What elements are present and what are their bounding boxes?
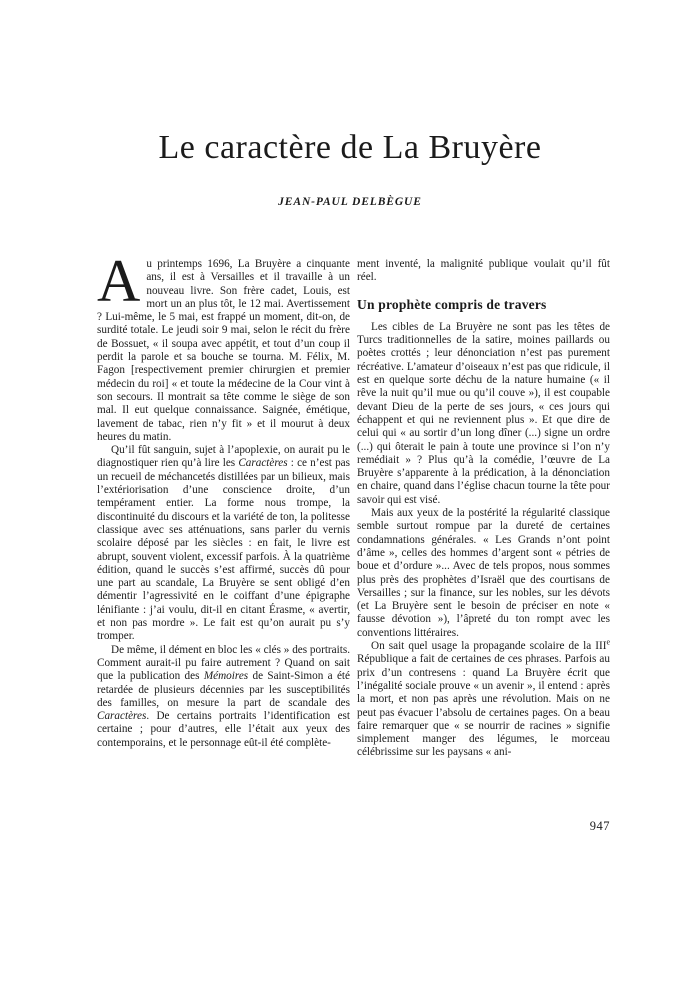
text-run: . De certains portraits l’identification est certaine ; pour d’autres, elle l’était aux yeux des contemporains, et le personnage eût-il été complète- <box>97 710 350 749</box>
dropcap-letter: A <box>97 248 141 314</box>
paragraph <box>357 321 610 507</box>
section-heading: Un prophète compris de travers <box>357 296 547 312</box>
text-run: République a fait de certaines de ces phrases. Parfois au prix d’un contresens : quand La Bruyère écrit que l’inégalité sociale prouve « un avenir », il entend : après la mort, et non pas après une révolution. Mais on ne peut pas évacuer l’absolu de certaines pages. On a beau faire remarquer que « se nourrir de racines » signifie simplement manger des légumes, le morceau célébrissime sur les paysans « ani- <box>357 653 610 759</box>
paragraph <box>357 258 610 285</box>
paragraph <box>357 637 610 760</box>
superscript-run: e <box>606 637 610 647</box>
article-body <box>97 248 611 760</box>
paragraph <box>97 248 350 444</box>
text-run: ment inventé, la malignité publique voulait qu’il fût réel. <box>357 258 610 284</box>
paragraph <box>357 507 610 640</box>
paragraph <box>97 644 350 750</box>
text-run: u printemps 1696, La Bruyère a cinquante ans, il est à Versailles et il travaille à un nouveau livre. Son frère cadet, Louis, est mort un an plus tôt, le 12 mai. Avertissement ? Lui-même, le 5 mai, est frappé un moment, dit-on, de surdité totale. Le jeudi soir 9 mai, selon le récit du frère de Bossuet, « il soupa avec appétit, et tout d’un coup il perdit la parole et sa bouche se tourna. M. Félix, M. Fagon [respectivement premier chirurgien et premier médecin du roi] « et toute la médecine de la Cour vint à son secours. Il montrait sa tête comme le siège de son mal. Il eut quelque connaissance. Saignée, émétique, lavement de tabac, rien n’y fit » et il mourut à deux heures du matin. <box>97 258 350 443</box>
text-run: de Saint-Simon a été retardée de plusieurs décennies par les susceptibilités des familles, on mesure la part de scandale des <box>97 670 350 709</box>
article-title: Le caractère de La Bruyère <box>158 129 542 166</box>
article-author: JEAN-PAUL DELBÈGUE <box>278 196 422 208</box>
text-run: Qu’il fût sanguin, sujet à l’apoplexie, on aurait pu le diagnostiquer rien qu’à lire les <box>97 444 350 470</box>
text-run: : ce n’est pas un recueil de méchancetés distillées par un bilieux, mais l’extériorisation d’une conscience droite, d’un tempérament entier. La forme nous trompe, la discontinuité du discours et la variété de ton, la politesse classique avec ses atténuations, sans parler du vernis scolaire déposé par les siècles : en fait, le livre est abrupt, souvent violent, excessif parfois. À la quatrième édition, quand le succès s’est affirmé, succès dû pour une part au scandale, La Bruyère se sent obligé d’en démentir l’agressivité en le coiffant d’une épigraphe lénifiante : j’ai voulu, dit-il en citant Érasme, « avertir, et non pas mordre ». Le fait est qu’on aurait pu s’y tromper. <box>97 457 350 643</box>
paragraph <box>97 444 350 643</box>
italic-text-run: Caractères <box>238 457 288 470</box>
text-run: De même, il dément en bloc les « clés » des portraits. Comment aurait-il pu faire autrement ? Quand on sait que la publication des <box>97 643 350 683</box>
text-run: On sait quel usage la propagande scolaire de la III <box>371 640 607 653</box>
page-number: 947 <box>589 819 610 833</box>
text-run: Les cibles de La Bruyère ne sont pas les têtes de Turcs traditionnelles de la satire, moines paillards ou poètes crottés ; leur dénonciation n’est pas purement récréative. L’amateur d’oiseaux n’est pas que ridicule, il est en quelque sorte déchu de la nature humaine (« il rêve la nuit qu’il mue ou qu’il couve »), il est coupable devant Dieu de la perte de ses jours, « ces jours qui échappent et qui ne reviennent plus ». Et que dire de celui qui « au sortir d’un long dîner (...) signe un ordre (...) qui ôterait le pain à toute une province si l’on n’y remédiait » ? Plus qu’à la comédie, l’œuvre de La Bruyère s’apparente à la prédication, à la dénonciation en chaire, quand dans l’église chacun tourne la tête pour savoir qui est visé. <box>357 320 610 506</box>
italic-text-run: Mémoires <box>203 670 249 683</box>
text-run: Mais aux yeux de la postérité la régularité classique semble surtout rompue par la dureté de certaines condamnations générales. « Les Grands n’ont point d’âme », celles des hommes d’argent sont « pétries de boue et d’ordure »... Avec de tels propos, nous sommes plus près des prophètes d’Israël que des courtisans de Versailles ; sur la finance, sur les nobles, sur les dévots (et La Bruyère sent le besoin de préciser en note « fausse dévotion »), l’âpreté du ton rompt avec les conventions littéraires. <box>357 507 610 639</box>
right-column <box>357 258 610 760</box>
left-column <box>97 248 350 760</box>
italic-text-run: Caractères <box>97 710 147 723</box>
